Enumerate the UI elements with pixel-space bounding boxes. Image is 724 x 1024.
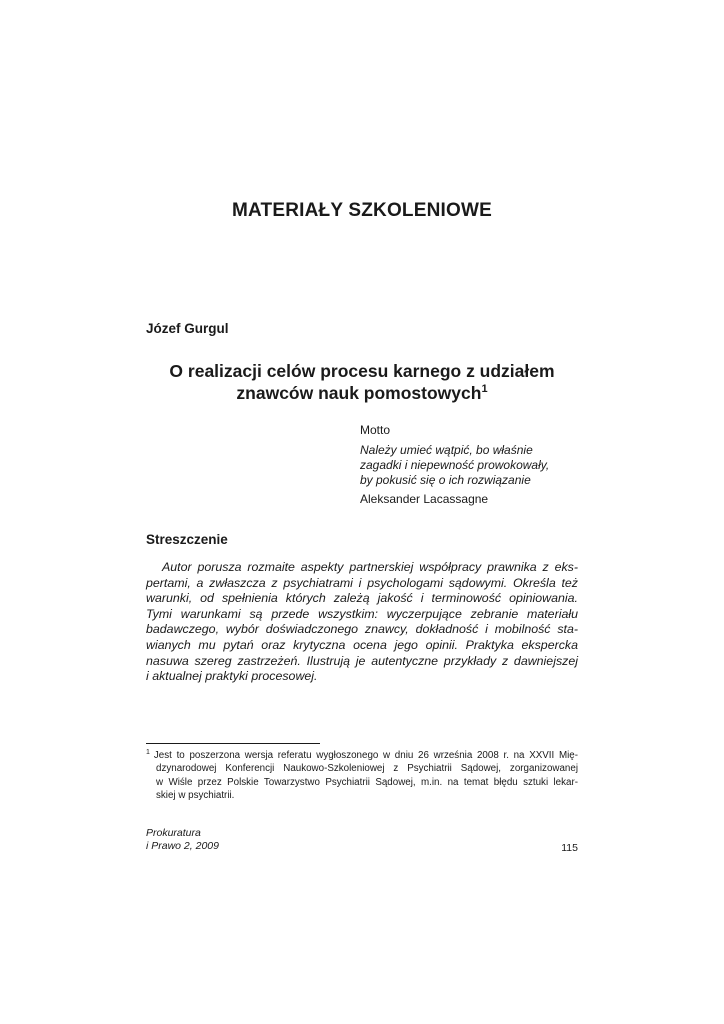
footnote [146, 749, 578, 803]
abstract-line: i aktualnej praktyki procesowej. [146, 669, 318, 684]
footnote-line-1-text: Jest to poszerzona wersja referatu wygłoszonego w dniu 26 września 2008 r. na XXVII Mię- [153, 750, 578, 761]
abstract-line: nasuwa szereg zastrzeżeń. Ilustrują je autentyczne przykłady z dawniejszej [146, 653, 578, 668]
footnote-line [146, 749, 578, 762]
article-title-line-2-text: znawców nauk pomostowych [236, 383, 482, 403]
journal-line: Prokuratura [146, 827, 201, 839]
footnote-separator [146, 743, 320, 744]
abstract-heading: Streszczenie [146, 532, 228, 547]
abstract-line: warunki, od spełnienia których zależą jakość i terminowość opiniowania. [146, 591, 578, 606]
journal-line: i Prawo 2, 2009 [146, 839, 219, 852]
motto-block [360, 422, 590, 507]
article-title-line-1: O realizacji celów procesu karnego z udziałem [169, 361, 555, 381]
page-number: 115 [561, 842, 578, 854]
motto-label: Motto [360, 423, 391, 437]
footnote-line: skiej w psychiatrii. [156, 790, 235, 802]
article-title [146, 360, 578, 404]
footnote-line: dzynarodowej Konferencji Naukowo-Szkoleniowej z Psychiatrii Sądowej, zorganizowanej [156, 763, 578, 775]
article-title-line-2 [146, 382, 578, 404]
author-name: Józef Gurgul [146, 321, 229, 336]
motto-quote-line: Należy umieć wątpić, bo właśnie [360, 443, 533, 457]
section-heading: MATERIAŁY SZKOLENIOWE [232, 200, 492, 221]
motto-quote [360, 443, 590, 488]
footnote-line: w Wiśle przez Polskie Towarzystwo Psychiatrii Sądowej, m.in. na temat błędu sztuki lekar- [156, 776, 578, 788]
motto-quote-line: zagadki i niepewność prowokowały, [360, 458, 550, 472]
abstract-line: Tymi warunkami są przede wszystkim: wyczerpujące zebranie materiału [146, 606, 578, 621]
motto-quote-line: by pokusić się o ich rozwiązanie [360, 473, 531, 487]
title-footnote-reference[interactable]: 1 [481, 383, 488, 395]
journal-name [146, 827, 219, 852]
footnote-marker: 1 [146, 749, 150, 756]
abstract-line: badawczego, wybór doświadczonego znawcy, dokładność i mobilność sta- [146, 622, 578, 637]
abstract-line: wianych mu pytań oraz krytyczna ocena jego opinii. Praktyka ekspercka [146, 637, 578, 652]
abstract-body [146, 560, 578, 685]
abstract-line: pertami, a zwłaszcza z psychiatrami i psychologami sądowymi. Określa też [146, 575, 578, 590]
abstract-line: Autor porusza rozmaite aspekty partnerskiej współpracy prawnika z eks- [162, 560, 578, 574]
motto-author: Aleksander Lacassagne [360, 492, 489, 506]
